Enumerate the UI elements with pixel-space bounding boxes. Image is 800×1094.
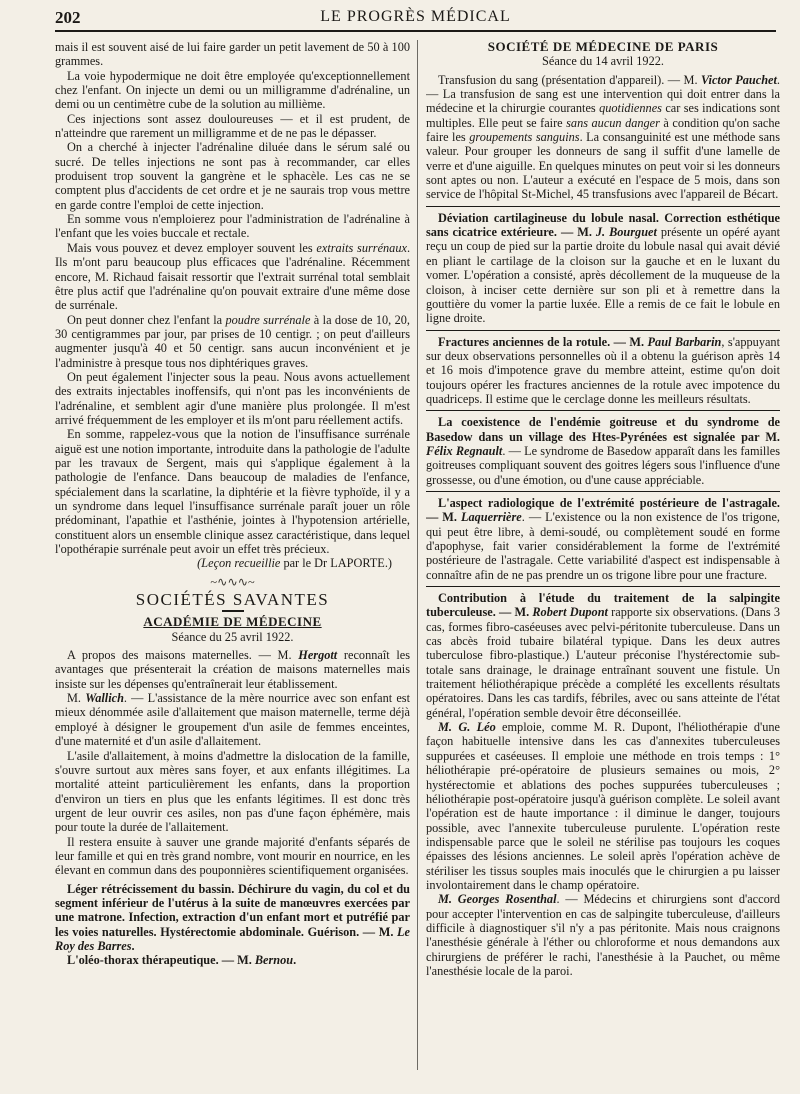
separator bbox=[426, 330, 780, 331]
paragraph: Il restera ensuite à sauver une grande majorité d'enfants séparés de leur famille et qui en très grand nombre, vont mourir en nourrice, en les élevant en commun dans des pouponnières scientifiquement organisées. bbox=[55, 834, 410, 878]
author-name: M. G. Léo bbox=[438, 720, 496, 735]
text-run: Mais vous pouvez et devez employer souvent les bbox=[67, 240, 317, 255]
author-name: Paul Barbarin bbox=[647, 334, 722, 349]
author-name: Robert Dupont bbox=[532, 605, 608, 620]
entry-title: Fractures anciennes de la rotule. — M. bbox=[438, 334, 648, 349]
paragraph bbox=[426, 415, 780, 487]
paragraph bbox=[426, 720, 780, 892]
author-name: Bernou bbox=[254, 953, 294, 968]
separator bbox=[426, 491, 780, 492]
right-column bbox=[426, 40, 780, 1076]
text-run: . — L'assistance de la mère nourrice avec son enfant est mieux dénommée asile d'allaitement que maison maternelle, terme déjà employé à désigner le groupement d'un asile de femmes enceintes, d'une maternité et d'un asile d'allaitement. bbox=[55, 691, 410, 749]
text-run: A propos des maisons maternelles. — M. bbox=[67, 648, 299, 663]
italic-term: groupements sanguins bbox=[469, 130, 580, 145]
paragraph: mais il est souvent aisé de lui faire garder un petit lavement de 50 à 100 grammes. bbox=[55, 40, 410, 69]
text-run: à condition qu'on sache faire les bbox=[426, 115, 780, 145]
author-name: M. Georges Rosenthal bbox=[438, 892, 557, 907]
text-run: . — Le syndrome de Basedow apparaît dans les familles goitreuses compliquant souvent des goitres légers sous l'influence d'une grossesse, ou d'une émotion, ou d'une cause appréciable. bbox=[426, 443, 780, 487]
paragraph bbox=[426, 211, 780, 326]
page-header bbox=[55, 6, 776, 32]
text-run: . bbox=[293, 953, 297, 968]
author-name: Laquerrière bbox=[460, 510, 522, 525]
society-session-date: Séance du 14 avril 1922. bbox=[542, 54, 664, 69]
journal-title: LE PROGRÈS MÉDICAL bbox=[320, 8, 511, 25]
text-run: à la dose de 10, 20, 30 centigrammes par jour, par prises de 10 centigr. ; on peut d'ailleurs augmenter jusqu'à 40 et 50 centigr. sans aucun inconvénient et je l'administre à presque tous nos diphtériques graves. bbox=[55, 312, 410, 370]
separator bbox=[426, 410, 780, 411]
page-number: 202 bbox=[55, 8, 81, 27]
italic-term: sans aucun danger bbox=[566, 115, 660, 130]
paragraph: En somme vous n'emploierez pour l'administration de l'adrénaline à l'enfant que les voies buccale et rectale. bbox=[55, 212, 410, 241]
paragraph bbox=[426, 335, 780, 407]
section-title: SOCIÉTÉS SAVANTES bbox=[135, 590, 330, 610]
citation-author: par le Dr LAPORTE.) bbox=[280, 556, 392, 571]
paragraph bbox=[55, 882, 410, 954]
entry-title: Contribution à l'étude du traitement de la salpingite tuberculeuse. — M. bbox=[426, 591, 780, 620]
text-run: rapporte six observations. (Dans 3 cas, formes fibro-caséeuses avec pelvi-péritonite tuberculeuse. Dans un cas abcès froid tubaire bilatéral typique. Dans les deux autres tuberculose fibro-plastique.) L'auteur préconise l'hystérectomie sub-totale sans drainage, le drainage entraînant souvent une fistule. Un traitement héliothérapique précède a complété les excellents résultats opératoires. Dans les cas tardifs, fébriles, avec ou sans atteinte de l'état général, l'opération semble devoir être déconseillée. bbox=[426, 605, 780, 720]
paragraph bbox=[55, 691, 410, 748]
author-name: Victor Pauchet bbox=[701, 72, 777, 87]
author-name: Le Roy des Barres bbox=[55, 924, 410, 953]
ornament-divider: ~∿∿∿~ bbox=[210, 574, 255, 589]
author-name: Wallich bbox=[85, 691, 124, 706]
entry-title: Déviation cartilagineuse du lobule nasal. Correction esthétique sans cicatrice extérieure. — M. bbox=[426, 210, 780, 240]
paragraph: L'asile d'allaitement, à moins d'admettre la dislocation de la famille, s'ouvre surtout aux mères sans foyer, et aux enfants illégitimes. La mortalité atteint particulièrement les enfants, dans la proportion d'environ un tiers en plus que les enfants légitimes. Il est donc très urgent de leur ouvrir ces asiles, non pas d'une façon éphémère, mais pour toute la durée de l'allaitement. bbox=[55, 748, 410, 835]
short-rule bbox=[222, 610, 244, 612]
separator bbox=[426, 586, 780, 587]
text-run: reconnaît les avantages que présenterait la création de maisons maternelles mais insiste sur les dépenses qu'entraînerait leur établissement. bbox=[55, 648, 410, 691]
italic-term: extraits surrénaux bbox=[316, 240, 407, 255]
paragraph bbox=[426, 591, 780, 720]
text-run: emploie, comme M. R. Dupont, l'héliothérapie d'une façon habituelle intensive dans les cas d'annexites tuberculeuses suppurées et caséeuses. Il emploie une méthode en trois temps : 1° héliothérapie pré-opératoire de plusieurs semaines ou mois, 2° hystérectomie et ablations des poches suppurées tuberculeuses ; héliothérapie post-opératoire jusqu'à guérison complète. Le soleil avant l'opération est de haute importance : il diminue le danger, toujours possible, avec l'annexite tuberculeuse purulente. L'opération reste indispensable parce que le soleil ne stérilise pas toujours les coques épaisses des lésions anciennes. Le soleil après l'opération achève de stériliser les tissus souples mais inoculés que le chirurgien a pu laisser involontairement dans le champ opératoire. bbox=[426, 720, 780, 892]
text-run: . — Médecins et chirurgiens sont d'accord pour accepter l'intervention en cas de salpingite tuberculeuse, d'ailleurs difficile à diagnostiquer s'il n'y a pas péritonite. Mais nous craignons l'anesthésie générale à l'éther ou chloroforme et nous demandons aux chirurgiens de préférer le rachi, l'anesthésie à la Pauchet, ou même l'anesthésie locale de la paroi. bbox=[426, 892, 780, 978]
paragraph: Ces injections sont assez douloureuses — et il est prudent, de n'atteindre que rarement un milligramme et de ne pas le dépasser. bbox=[55, 111, 410, 141]
text-run: Léger rétrécissement du bassin. Déchirure du vagin, du col et du segment inférieur de l'utérus à la suite de manœuvres exercées par une matrone. Infection, extraction d'un enfant mort et putréfié par les voies naturelles. Hystérectomie abdominale. Guérison. — M. bbox=[55, 881, 410, 939]
academy-session-date: Séance du 25 avril 1922. bbox=[171, 629, 294, 644]
text-run: car ses indications sont multiples. Elle peut se faire bbox=[426, 101, 780, 130]
text-run: . La consanguinité est une méthode sans valeur. Pour grouper les donneurs de sang il suffit d'une lamelle de verre et d'une aiguille. En quelques minutes on peut voir si les donneurs sont aptes ou non. L'auteur a exécuté en l'espace de 5 mois, dans son service de l'hôpital St-Michel, 45 transfusions avec l'appareil de Bécart. bbox=[426, 130, 780, 202]
paragraph bbox=[55, 241, 410, 313]
paragraph bbox=[426, 892, 780, 978]
author-name: Félix Regnault bbox=[426, 443, 503, 458]
text-run: présente un opéré ayant reçu un coup de pied sur la partie droite du lobule nasal qui avait dévié en pliant le cartilage de la cloison sur la gauche et en le luxant du vomer. L'opération a consisté, après décollement de la muqueuse de la cloison, à inciser cette dernière sur son pli et à remettre dans la gouttière du vomer la partie luxée. Elle a remis de ce fait le lobule en ligne droite. bbox=[426, 225, 780, 326]
text-run: . — La transfusion de sang est une intervention qui doit entrer dans la médecine et la chirurgie courantes bbox=[426, 72, 780, 116]
paragraph: La voie hypodermique ne doit être employée qu'exceptionnellement chez l'enfant. On injecte un demi ou un milligramme d'adrénaline, un demi ou un centimètre cube de la solution au millième. bbox=[55, 68, 410, 112]
citation bbox=[55, 556, 392, 570]
italic-term: poudre surrénale bbox=[225, 312, 311, 327]
text-run: Transfusion du sang (présentation d'appareil). — M. bbox=[438, 72, 702, 87]
society-title: SOCIÉTÉ DE MÉDECINE DE PARIS bbox=[487, 40, 719, 54]
left-column bbox=[55, 40, 410, 1076]
entry-title: La coexistence de l'endémie goitreuse et du syndrome de Basedow dans un village des Htes-Pyrénées est signalée par M. bbox=[426, 415, 780, 444]
paragraph bbox=[426, 73, 780, 202]
paragraph bbox=[55, 953, 410, 967]
text-run: . Ils m'ont paru beaucoup plus efficaces que l'adrénaline. Récemment encore, M. Richaud faisait ressortir que l'extrait surrénal total semblait être plus actif que l'adrénaline qu'on pouvait extraire d'une même dose de surrénale. bbox=[55, 240, 410, 313]
text-run: M. bbox=[67, 691, 86, 706]
text-run: On peut donner chez l'enfant la bbox=[67, 312, 226, 327]
paragraph: On peut également l'injecter sous la peau. Nous avons actuellement des extraits injectables inoffensifs, qui n'ont pas les inconvénients de l'adrénaline, et semblent agir d'une manière plus prolongée. Il m'est arrivé fréquemment de les employer et ils m'ont paru réellement actifs. bbox=[55, 369, 410, 427]
entry-title: L'aspect radiologique de l'extrémité postérieure de l'astragale. — M. bbox=[426, 495, 780, 525]
author-name: Hergott bbox=[298, 648, 338, 663]
text-run: . — L'existence ou la non existence de l'os trigone, qui peut être libre, à demi-soudé, ou complètement soudé en forme d'apophyse, fait varier considérablement la forme de l'extrémité postérieure de l'astragale. Cette variabilité d'aspect est indispensable à connaître afin de ne pas prendre un os trigone libre pour une fracture. bbox=[426, 510, 780, 582]
text-run: L'oléo-thorax thérapeutique. — M. bbox=[67, 953, 255, 968]
italic-term: quotidiennes bbox=[599, 101, 662, 116]
academy-title: ACADÉMIE DE MÉDECINE bbox=[143, 614, 322, 630]
text-run: . bbox=[131, 938, 135, 953]
column-divider bbox=[417, 40, 418, 1070]
paragraph: En somme, rappelez-vous que la notion de l'insuffisance surrénale aiguë est une notion importante, introduite dans la pathologie de l'adulte par les travaux de Sergent, mais qui s'applique également à la pathologie de l'enfance. Dans beaucoup de maladies de l'enfance, spécialement dans la scarlatine, la diphtérie et la fièvre typhoïde, il y a un syndrome dans lequel l'insuffisance surrénale paraît jouer un rôle prédominant, l'apathie et l'asthénie, jointes à l'hypotension artérielle, constituent alors un ensemble clinique assez caractéristique, dans lequel l'opothérapie surrénale peut avoir un effet très précieux. bbox=[55, 427, 410, 557]
paragraph bbox=[426, 496, 780, 582]
paragraph: On a cherché à injecter l'adrénaline diluée dans le sérum salé ou sucré. De telles injections ne sont pas à recommander, car elles produisent trop souvent la gangrène et le sphacèle. Les cas ne se comptent plus d'accidents de cet ordre et je ne saurais trop vous mettre en garde contre l'emploi de cette injection. bbox=[55, 140, 410, 212]
author-name: J. Bourguet bbox=[595, 225, 657, 240]
paragraph bbox=[55, 313, 410, 370]
text-run: , s'appuyant sur deux observations personnelles où il a obtenu la guérison après 14 et 16 mois d'impotence grave du membre atteint, estime qu'on doit toujours opérer les fractures anciennes de la rotule avec impotence du quadriceps. Il estime que le cerclage donne les meilleurs résultats. bbox=[426, 334, 780, 406]
citation-italic: (Leçon recueillie bbox=[197, 556, 281, 571]
separator bbox=[426, 206, 780, 207]
paragraph bbox=[55, 648, 410, 691]
